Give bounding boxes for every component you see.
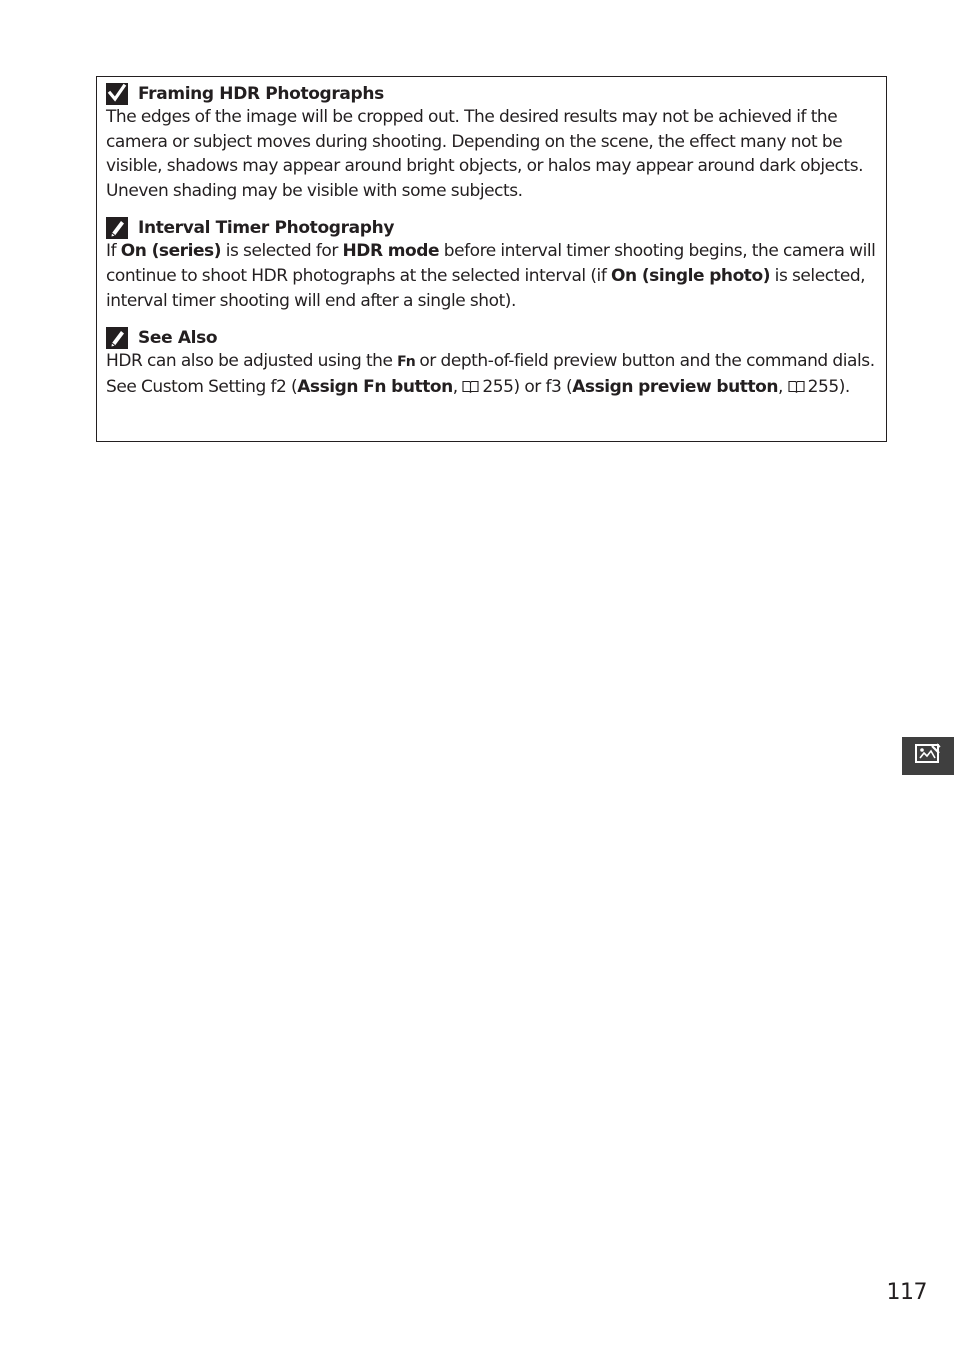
body-text: ) or f3 ( — [513, 376, 573, 397]
note-see-also — [106, 326, 877, 399]
body-text: , — [452, 376, 463, 397]
note-title: Interval Timer Photography — [138, 217, 395, 238]
page-number: 117 — [886, 1280, 927, 1305]
note-heading — [106, 82, 877, 105]
pencil-icon — [106, 327, 128, 349]
note-interval-timer — [106, 216, 877, 313]
note-body — [106, 239, 877, 313]
retouch-menu-tab — [902, 737, 954, 775]
notes-box — [96, 76, 887, 442]
menu-item-name: Assign preview button — [572, 376, 779, 397]
page-reference: 255 — [482, 376, 514, 397]
note-body — [106, 105, 877, 203]
body-text: is selected, interval timer shooting will end after a single shot). — [106, 265, 866, 311]
page-reference-icon — [788, 376, 805, 389]
note-body — [106, 349, 877, 399]
note-heading — [106, 216, 877, 239]
body-text: The edges of the image will be cropped out. The desired results may not be achieved if the camera or subject moves during shooting. Depending on the scene, the effect many not be visible, shadows may appear around bright objects, or halos may appear around dark objects. Uneven shading may be visible with some subjects. — [106, 107, 864, 201]
menu-item-name: HDR mode — [342, 241, 440, 262]
note-framing-hdr — [106, 82, 877, 203]
note-title: Framing HDR Photographs — [138, 83, 384, 104]
body-text: or depth-of-field preview button and the command dials. See Custom Setting f2 ( — [106, 351, 875, 397]
body-text: ). — [838, 376, 850, 397]
page-reference: 255 — [807, 376, 839, 397]
body-text: is selected for — [221, 241, 343, 262]
retouch-menu-icon — [914, 742, 942, 770]
menu-item-name: Assign Fn button — [297, 376, 453, 397]
menu-item-name: On (series) — [120, 241, 222, 262]
check-icon — [106, 83, 128, 105]
body-text: before interval timer shooting begins, the camera will continue to shoot HDR photographs at the selected interval (if — [106, 241, 876, 286]
page-reference-icon — [462, 376, 479, 389]
body-text: If — [106, 241, 121, 262]
menu-item-name: On (single photo) — [611, 265, 771, 286]
note-heading — [106, 326, 877, 349]
note-title: See Also — [138, 327, 218, 348]
fn-button-glyph: Fn — [397, 354, 415, 371]
body-text: HDR can also be adjusted using the — [106, 351, 398, 372]
pencil-icon — [106, 217, 128, 239]
body-text: , — [778, 376, 788, 397]
